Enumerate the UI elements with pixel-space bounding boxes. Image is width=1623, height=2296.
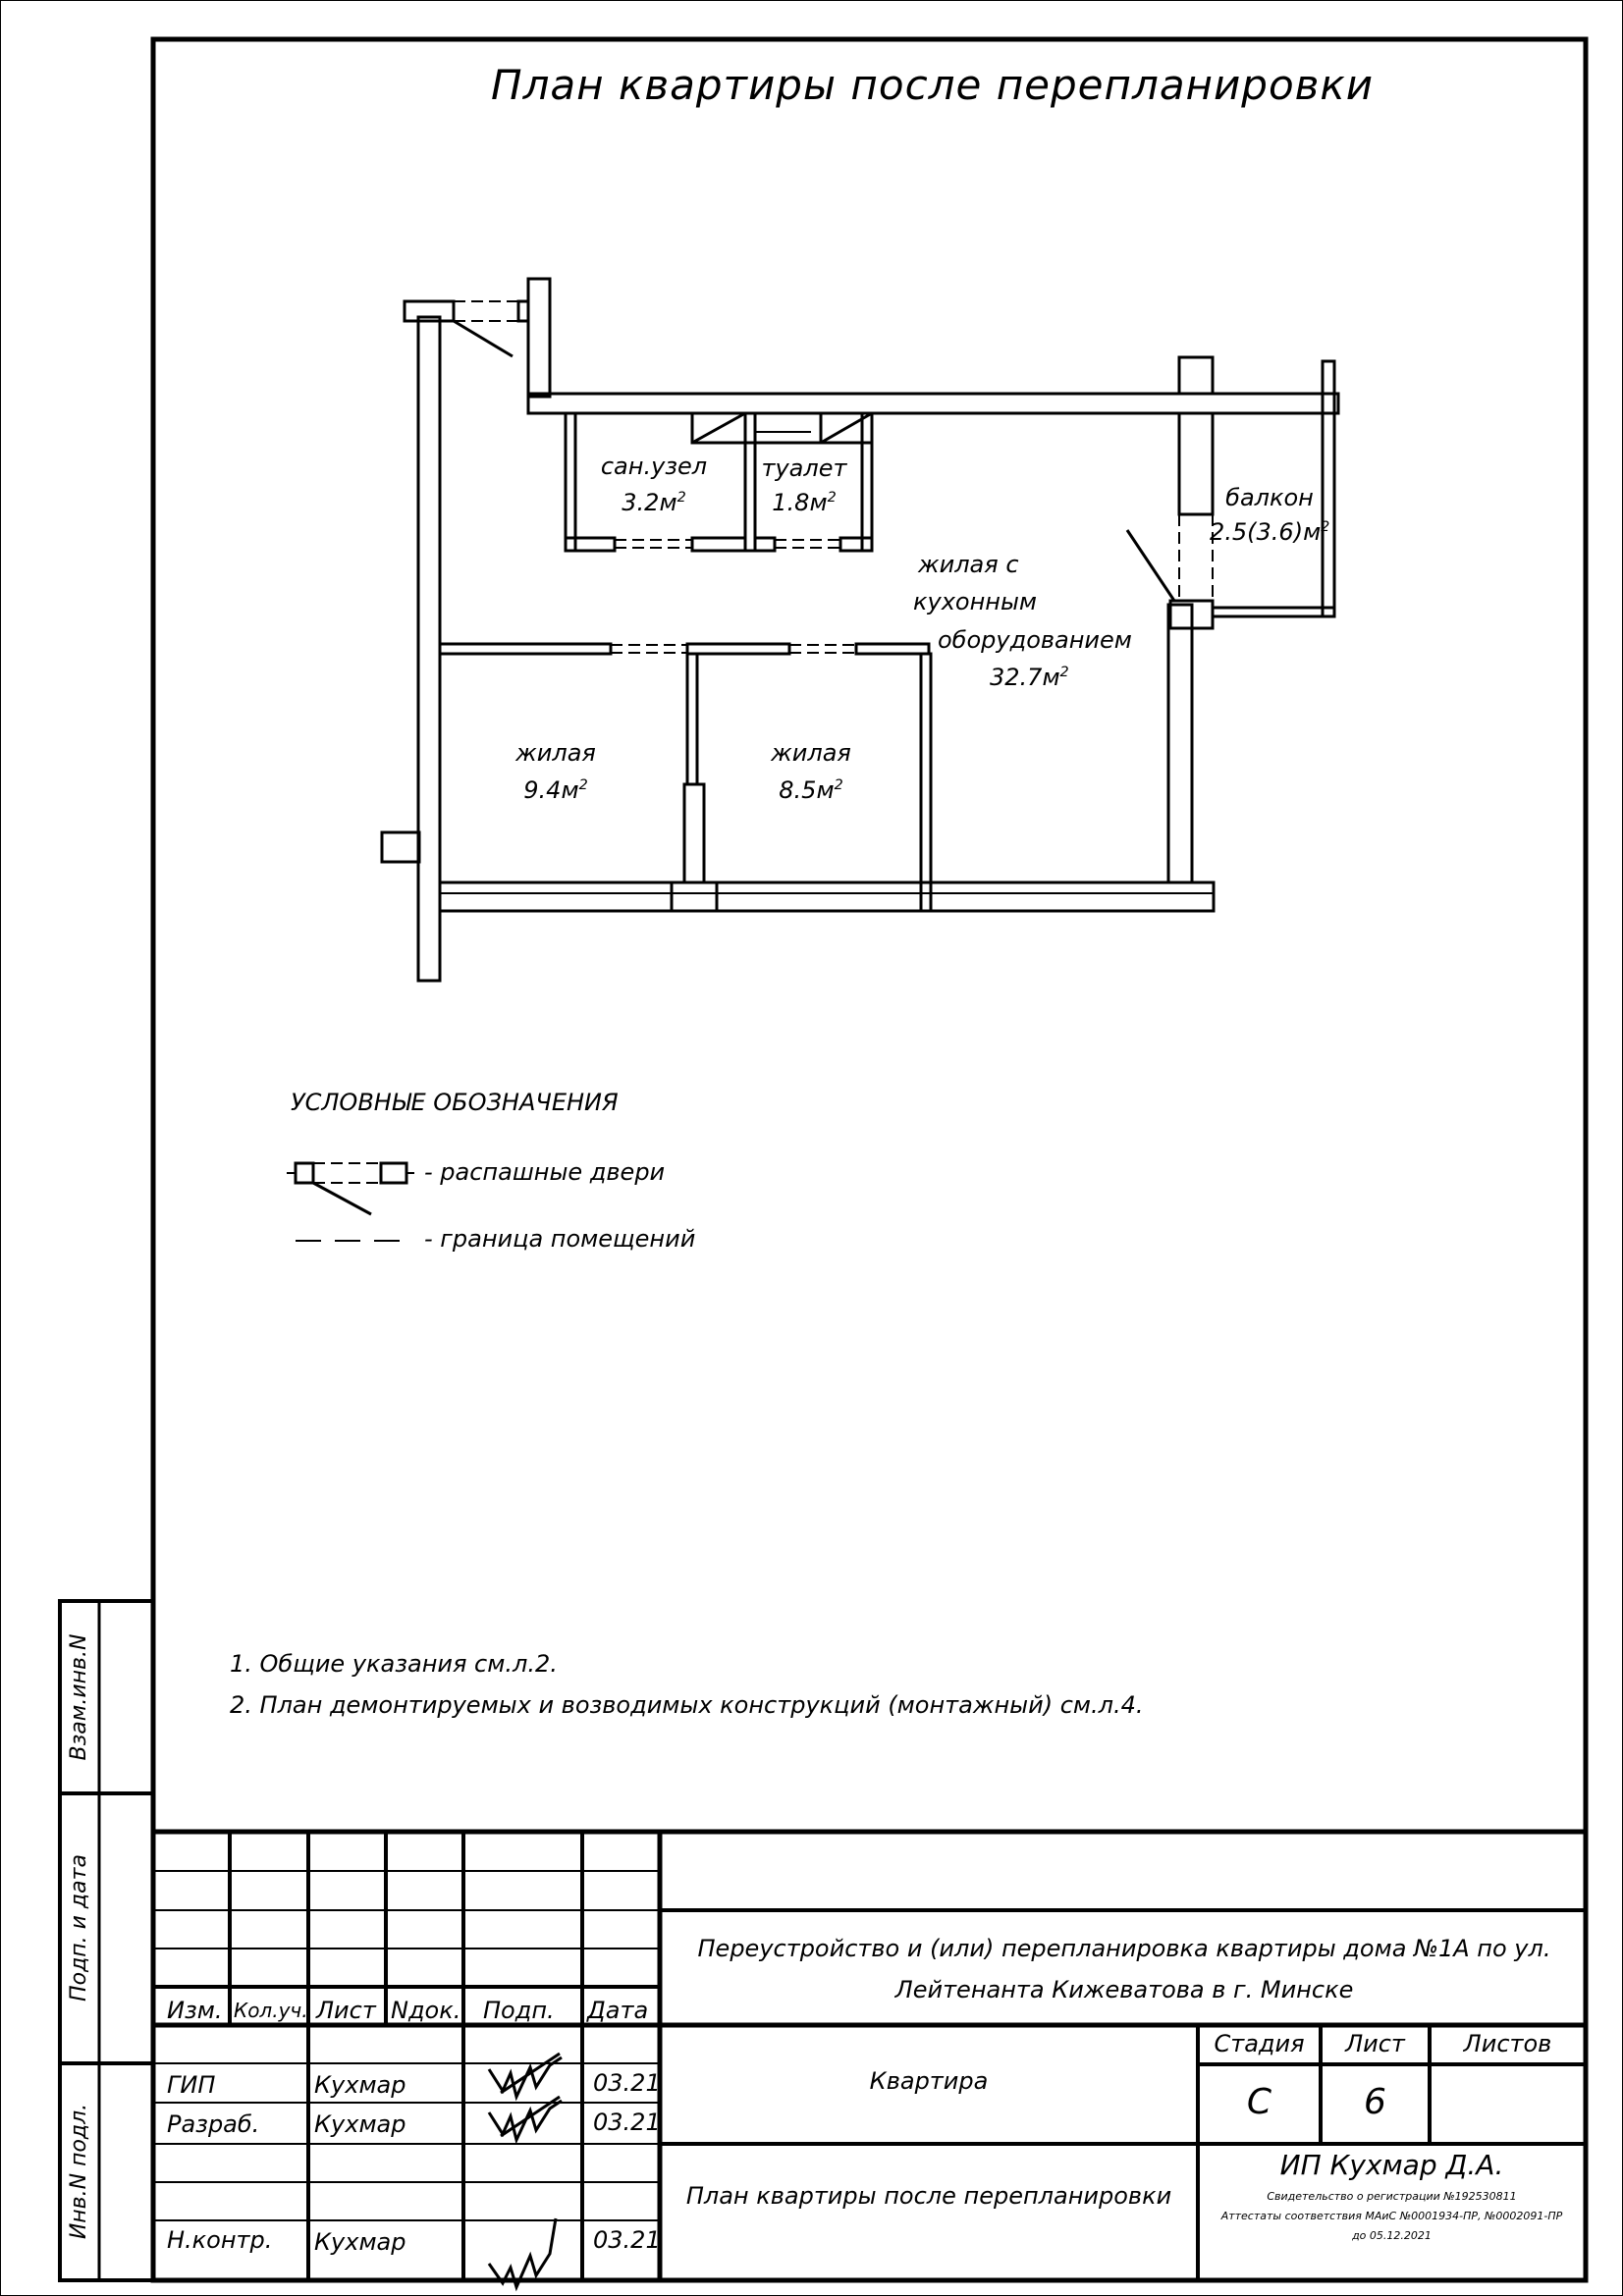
room-living2-name: жилая [771,739,851,767]
wall-living1-top [440,644,611,654]
bath-wall-left [566,413,575,551]
room-toilet-area: $1.8м^2$ [772,489,837,516]
stamp-role-gip: ГИП [167,2071,216,2099]
wall-bottom [440,882,1214,911]
wall-top [528,394,1338,413]
wall-living-partition [687,654,697,784]
stage-value: С [1246,2082,1272,2122]
stamp-header-koluch: Кол.уч. [234,1999,308,2022]
object-name: Квартира [869,2067,989,2095]
side-label-inv: Инв.N подл. [67,2103,91,2240]
room-living1-name: жилая [515,739,596,767]
stamp-header-list: Лист [316,1997,376,2024]
room-kitchen-line1: жилая с [918,551,1019,578]
legend-heading: УСЛОВНЫЕ ОБОЗНАЧЕНИЯ [291,1089,619,1116]
company-cert-1: Свидетельство о регистрации №192530811 [1267,2190,1517,2203]
sheet-title: План квартиры после перепланировки [685,2182,1172,2210]
balcony-wall-right [1323,361,1334,616]
project-line-1: Переустройство и (или) перепланировка квартиры дома №1А по ул. [697,1935,1551,1962]
stamp-date-nkontr: 03.21 [593,2226,661,2254]
room-living1-area: $9.4м^2$ [523,776,588,804]
sheets-label: Листов [1463,2030,1552,2057]
sheet-label: Лист [1345,2030,1405,2057]
page-title: План квартиры после перепланировки [491,61,1375,109]
stamp-header-ndok: Nдок. [391,1997,461,2024]
wall-top-left-post [528,279,550,397]
stamp-name-gip: Кухмар [314,2071,406,2099]
room-balcony-name: балкон [1225,484,1314,511]
stamp-date-gip: 03.21 [593,2069,661,2097]
room-kitchen-area: $32.7м^2$ [990,664,1069,691]
floor-plan [382,279,1338,981]
room-bath-name: сан.узел [600,453,708,480]
company-cert-2: Аттестаты соответствия МАиС №0001934-ПР, №0002091-ПР [1220,2210,1563,2222]
stamp-header-data: Дата [587,1997,649,2024]
company-name: ИП Кухмар Д.А. [1279,2149,1504,2181]
sheet-value: 6 [1364,2082,1386,2122]
signature-nkontr [489,2218,556,2287]
stamp-name-nkontr: Кухмар [314,2228,406,2256]
wall-living2-right [921,654,931,882]
note-1: 1. Общие указания см.л.2. [230,1650,558,1678]
stamp-role-nkontr: Н.контр. [167,2226,273,2254]
note-2: 2. План демонтируемых и возводимых конструкций (монтажный) см.л.4. [230,1691,1144,1719]
stamp-date-razrab: 03.21 [593,2109,661,2136]
stamp-header-izm: Изм. [167,1997,223,2024]
side-label-podp: Подп. и дата [67,1854,91,2002]
wall-right [1168,605,1192,882]
side-label-vzam: Взам.инв.N [67,1633,91,1761]
stamp-role-razrab: Разраб. [167,2110,260,2138]
wall-living2-top [687,644,789,654]
signature-gip [489,2054,562,2097]
room-balcony-area: $2.5(3.6)м^2$ [1210,518,1330,546]
room-toilet-name: туалет [761,454,847,482]
stamp-header-podp: Подп. [483,1997,555,2024]
company-cert-3: до 05.12.2021 [1352,2229,1432,2242]
wall-left [418,317,440,981]
stage-label: Стадия [1214,2030,1305,2057]
legend-boundary: - граница помещений [424,1225,696,1253]
legend-symbols [287,1163,414,1241]
stamp-name-razrab: Кухмар [314,2110,406,2138]
room-bath-area: $3.2м^2$ [622,489,686,516]
room-living2-area: $8.5м^2$ [779,776,843,804]
room-kitchen-line3: оборудованием [938,626,1132,654]
room-kitchen-line2: кухонным [913,588,1038,615]
project-line-2: Лейтенанта Кижеватова в г. Минске [894,1976,1354,2003]
legend-doors: - распашные двери [424,1158,666,1186]
